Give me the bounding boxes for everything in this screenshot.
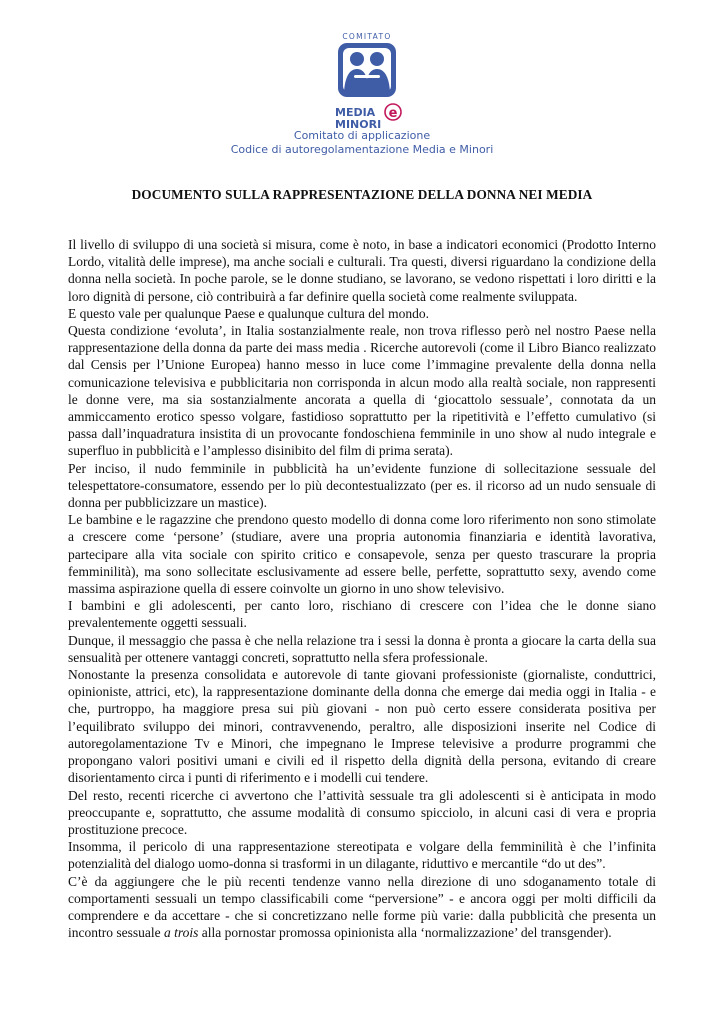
emphasis-a-trois: a trois xyxy=(163,925,199,941)
paragraph: Insomma, il pericolo di una rappresentazione stereotipata e volgare della femminilità è che l’infinita potenzialità del dialogo uomo-donna si trasformi in un dilagante, riduttivo e mercantile “do ut des”. xyxy=(68,839,656,872)
paragraph: Il livello di sviluppo di una società si misura, come è noto, in base a indicatori economici (Prodotto Interno Lordo, vitalità delle imprese), ma anche sociali e culturali. Tra questi, diversi riguardano la condizione della donna nella società. In poche parole, se le donne studiano, se lavorano, se vedono rispettati i loro diritti e la loro dignità di persone, ciò contribuirà a far definire quella società come realmente sviluppata. xyxy=(68,237,656,304)
logo-brand-line1: MEDIA xyxy=(335,106,376,119)
paragraph: Per inciso, il nudo femminile in pubblicità ha un’evidente funzione di sollecitazione sessuale del telespettatore-consumatore, essendo per lo più decontestualizzato (per es. il ricorso ad un nudo sensuale di donna per pubblicizzare un mastice). xyxy=(68,460,656,511)
comitato-media-minori-logo xyxy=(332,30,402,132)
committee-line-1: Comitato di applicazione xyxy=(293,129,431,142)
committee-line-2: Codice di autoregolamentazione Media e Minori xyxy=(230,143,494,156)
paragraph: E questo vale per qualunque Paese e qualunque cultura del mondo. xyxy=(68,305,430,321)
committee-header xyxy=(0,129,724,157)
logo-graphic xyxy=(332,30,402,132)
paragraph: Dunque, il messaggio che passa è che nella relazione tra i sessi la donna è pronta a giocare la carta della sua sensualità per ottenere vantaggi concreti, soprattutto nella sfera professionale. xyxy=(68,632,656,665)
logo-brand-letter: e xyxy=(388,106,398,121)
paragraph: Questa condizione ‘evoluta’, in Italia sostanzialmente reale, non trova riflesso però nel nostro Paese nella rappresentazione della donna da parte dei mass media . Ricerche autorevoli (come il Libro Bianco realizzato dal Censis per l’Unione Europea) hanno messo in luce come l’immagine prevalente della donna nella comunicazione televisiva e pubblicitaria non corrisponda in alcun modo alla realtà sociale, non rappresenti le donne vere, ma sia sostanzialmente ancorata a quella di ‘giocattolo sessuale’, connotata da un ammiccamento erotico spesso volgare, fastidioso soprattutto per la ripetitività e l’effetto cumulativo (si passa dall’inquadratura insistita di un provocante fondoschiena femminile in uno show al nudo integrale e superfluo in pubblicità e l’amplesso disinibito del film di prima serata). xyxy=(68,323,656,459)
paragraph: Nonostante la presenza consolidata e autorevole di tante giovani professioniste (giornaliste, conduttrici, opinioniste, attrici, etc), la rappresentazione dominante della donna che emerge dai media oggi in Italia - e che, purtroppo, ha maggiore presa sui più giovani - non può certo essere considerata positiva per l’equilibrato sviluppo dei minori, contravvenendo, peraltro, alle disposizioni inserite nel Codice di autoregolamentazione Tv e Minori, che impegnano le Imprese televisive a produrre programmi che propongano valori positivi umani e civili ed il rispetto della dignità della persona, evitando di creare disorientamento circa i punti di riferimento e i modelli cui tendere. xyxy=(68,667,656,786)
paragraph: Le bambine e le ragazzine che prendono questo modello di donna come loro riferimento non sono stimolate a crescere come ‘persone’ (studiare, avere una propria autonomia finanziaria e identità lavorativa, partecipare alla vita sociale con spirito critico e consapevole, senza per questo trascurare la propria femminilità), ma sono sollecitate esclusivamente ad essere belle, perfette, soprattutto sexy, avendo come massima aspirazione quella di essere coinvolte un giorno in uno show televisivo. xyxy=(68,512,656,597)
paragraph-last xyxy=(68,873,656,942)
paragraph: Del resto, recenti ricerche ci avvertono che l’attività sessuale tra gli adolescenti si è anticipata in modo preoccupante e, soprattutto, che assume modalità di consumo spicciolo, in alcuni casi di vera e propria prostituzione precoce. xyxy=(68,787,656,837)
paragraph-last-text-after: alla pornostar promossa opinionista alla ‘normalizzazione’ del transgender). xyxy=(198,925,612,941)
paragraph: I bambini e gli adolescenti, per canto loro, rischiano di crescere con l’idea che le donne siano prevalentemente oggetti sessuali. xyxy=(68,598,656,631)
paragraph-last-text-before: C’è da aggiungere che le più recenti tendenze vanno nella direzione di uno sdoganamento totale di comportamenti sessuali un tempo classificabili come “perversione” - e ancora oggi per molti difficili da comprendere e da accettare - che si concretizzano nelle forme più varie: dalla pubblicità che presenta un incontro sessuale xyxy=(68,873,656,941)
logo-brand-line2: MINORI xyxy=(335,118,382,131)
logo-top-text: COMITATO xyxy=(342,32,392,41)
document-title: DOCUMENTO SULLA RAPPRESENTAZIONE DELLA DONNA NEI MEDIA xyxy=(131,187,593,202)
document-body xyxy=(68,236,656,941)
